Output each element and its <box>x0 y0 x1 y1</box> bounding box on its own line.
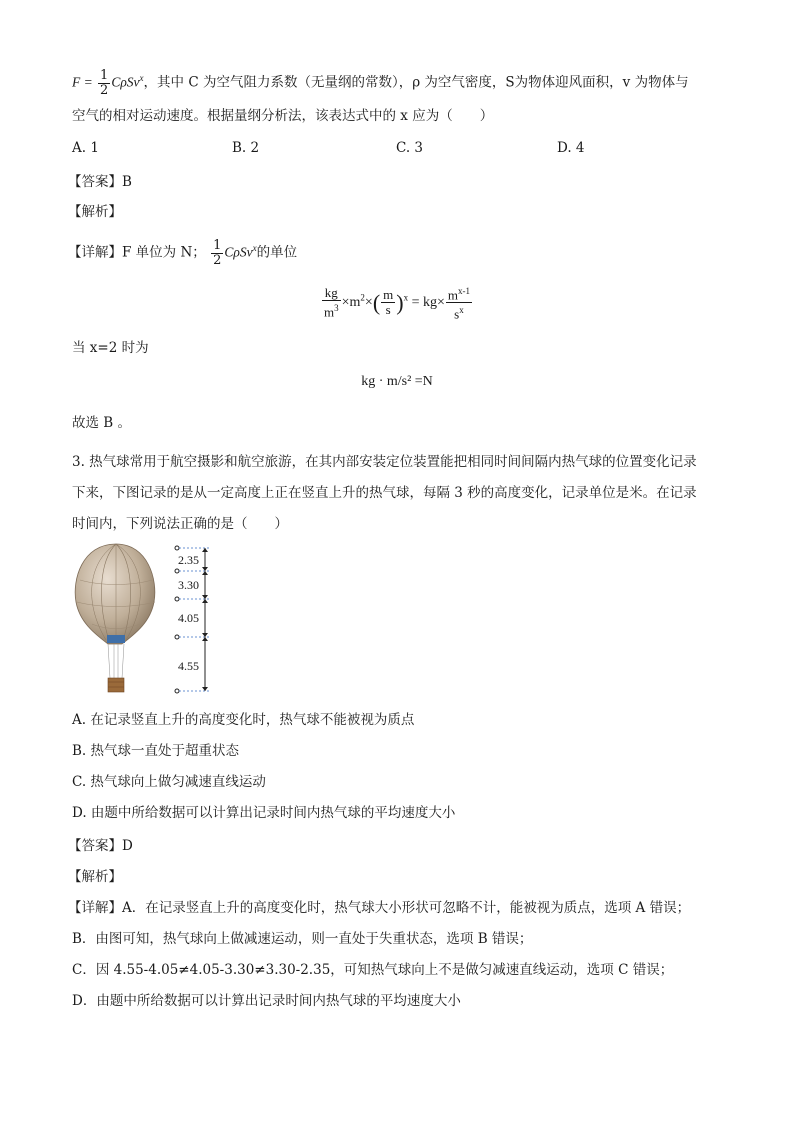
q3-option-b: B. 热气球一直处于超重状态 <box>72 743 240 759</box>
balloon-blue-band <box>107 635 125 643</box>
q2-line2: 空气的相对运动速度。根据量纲分析法，该表达式中的 x 应为（ ） <box>72 108 494 124</box>
q3-option-c: C. 热气球向上做匀减速直线运动 <box>72 774 266 790</box>
interval-label-2: 3.30 <box>178 578 199 592</box>
height-interval-diagram <box>170 540 230 700</box>
q3-detail-c: C．因 4.55-4.05≠4.05-3.30≠3.30-2.35，可知热气球向上不是做匀减速直线运动，选项 C 错误； <box>72 962 674 978</box>
formula-half: $\frac{1}{2}$ <box>100 67 109 98</box>
q2-detail-suffix: 的单位 <box>256 244 298 261</box>
q2-formula-line <box>72 68 689 98</box>
position-point <box>175 546 179 550</box>
q3-stem-line1: 3. 热气球常用于航空摄影和航空旅游，在其内部安装定位装置能把相同时间间隔内热气球的位置变化记录 <box>72 454 697 470</box>
q2-analysis: 【解析】 <box>68 204 122 220</box>
position-point <box>175 635 179 639</box>
q2-answer: 【答案】B <box>68 174 132 190</box>
balloon-ropes <box>108 644 124 678</box>
detail-half: $\frac{1}{2}$ <box>213 237 222 268</box>
unit-equation-2: kg · m/s² =N <box>361 374 433 389</box>
q2-detail: 【详解】F 单位为 N； $\frac{1}{2}$ CρSv$^x$的单位 <box>68 237 298 268</box>
unit-equation: $\frac{kg}{m^3}$ $\times m^2\times$( $\frac{m}{s}$ )$^x$ = kg× $\frac{m^{x-1}}{s^x}$ <box>323 285 471 322</box>
when-x2: 当 x=2 时为 <box>72 340 149 356</box>
formula-f: F = <box>72 74 93 90</box>
balloon-envelope <box>75 544 155 644</box>
q2-option-d: D. 4 <box>557 140 585 156</box>
q3-detail-d: D．由题中所给数据可以计算出记录时间内热气球的平均速度大小 <box>72 993 461 1009</box>
formula-body: CρSv <box>111 74 140 90</box>
position-point <box>175 689 179 693</box>
q2-option-b: B. 2 <box>232 140 260 156</box>
position-point <box>175 597 179 601</box>
interval-label-4: 4.55 <box>178 659 199 673</box>
position-point <box>175 569 179 573</box>
q3-detail-a: 【详解】A．在记录竖直上升的高度变化时，热气球大小形状可忽略不计，能被视为质点，选项 A 错误； <box>68 900 691 916</box>
q3-option-d: D. 由题中所给数据可以计算出记录时间内热气球的平均速度大小 <box>72 805 456 821</box>
balloon-basket <box>108 678 124 692</box>
q3-stem-line3: 时间内，下列说法正确的是（ ） <box>72 516 288 532</box>
q2-option-c: C. 3 <box>396 140 424 156</box>
q2-option-a: A. 1 <box>72 140 99 156</box>
interval-label-1: 2.35 <box>178 553 199 567</box>
q2-conclusion: 故选 B 。 <box>72 415 132 431</box>
q2-detail-prefix: 【详解】F 单位为 N； <box>68 244 206 261</box>
formula-exp: x <box>139 73 144 83</box>
q3-detail-b: B．由图可知，热气球向上做减速运动，则一直处于失重状态，选项 B 错误； <box>72 931 533 947</box>
q3-stem-line2: 下来，下图记录的是从一定高度上正在竖直上升的热气球，每隔 3 秒的高度变化，记录单位是米。在记录 <box>72 485 697 501</box>
q3-analysis: 【解析】 <box>68 869 122 885</box>
q3-option-a: A. 在记录竖直上升的高度变化时，热气球不能被视为质点 <box>72 712 415 728</box>
q3-answer: 【答案】D <box>68 838 133 854</box>
interval-label-3: 4.05 <box>178 611 199 625</box>
q2-line1-text: ，其中 C 为空气阻力系数（无量纲的常数），ρ 为空气密度，S为物体迎风面积，v 为物体与 <box>143 74 689 91</box>
